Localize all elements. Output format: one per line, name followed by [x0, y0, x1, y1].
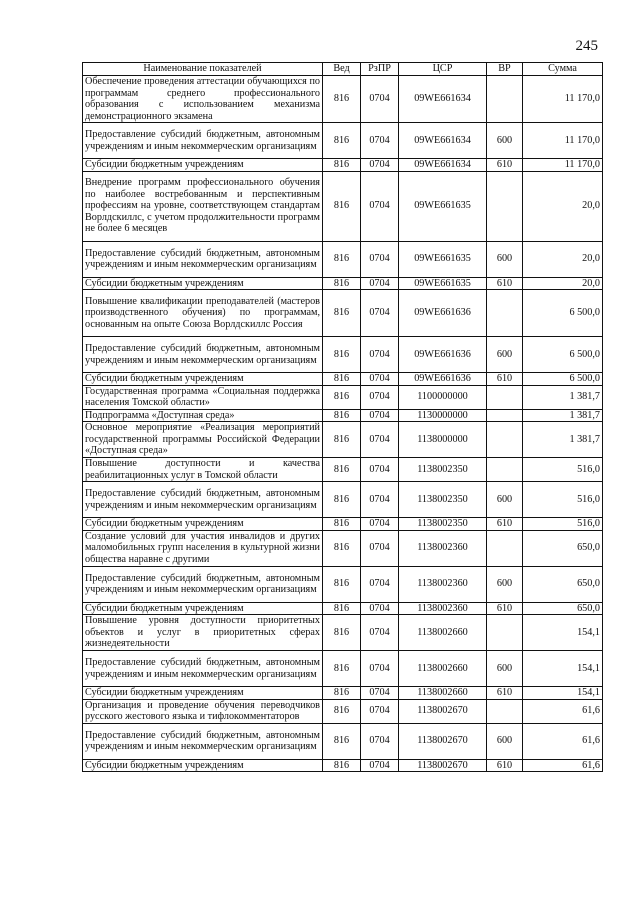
- row-ved: 816: [323, 759, 361, 772]
- row-rzpr: 0704: [361, 171, 399, 241]
- row-csr: 09WE661636: [399, 337, 487, 373]
- row-sum: 20,0: [523, 171, 603, 241]
- row-rzpr: 0704: [361, 458, 399, 482]
- row-vr: [487, 76, 523, 123]
- row-name: Предоставление субсидий бюджетным, автономным учреждениям и иным некоммерческим организациям: [83, 482, 323, 518]
- table-row: [83, 699, 603, 723]
- row-sum: 650,0: [523, 602, 603, 615]
- row-name: Предоставление субсидий бюджетным, автономным учреждениям и иным некоммерческим организациям: [83, 651, 323, 687]
- row-sum: 61,6: [523, 699, 603, 723]
- row-name: Государственная программа «Социальная поддержка населения Томской области»: [83, 385, 323, 409]
- table-row: [83, 458, 603, 482]
- row-sum: 650,0: [523, 530, 603, 566]
- row-name: Повышение доступности и качества реабилитационных услуг в Томской области: [83, 458, 323, 482]
- row-csr: 1138002360: [399, 566, 487, 602]
- row-rzpr: 0704: [361, 602, 399, 615]
- row-sum: 61,6: [523, 759, 603, 772]
- row-sum: 61,6: [523, 723, 603, 759]
- row-name: Подпрограмма «Доступная среда»: [83, 409, 323, 422]
- row-rzpr: 0704: [361, 530, 399, 566]
- row-csr: 09WE661636: [399, 290, 487, 337]
- row-csr: 1138002350: [399, 458, 487, 482]
- row-rzpr: 0704: [361, 566, 399, 602]
- row-name: Субсидии бюджетным учреждениям: [83, 759, 323, 772]
- row-vr: [487, 171, 523, 241]
- row-csr: 1138002670: [399, 723, 487, 759]
- row-ved: 816: [323, 277, 361, 290]
- row-sum: 20,0: [523, 277, 603, 290]
- row-csr: 1138000000: [399, 422, 487, 458]
- table-row: [83, 159, 603, 172]
- row-csr: 1138002660: [399, 687, 487, 700]
- row-sum: 1 381,7: [523, 422, 603, 458]
- row-vr: [487, 422, 523, 458]
- row-rzpr: 0704: [361, 518, 399, 531]
- row-sum: 6 500,0: [523, 290, 603, 337]
- row-vr: 610: [487, 759, 523, 772]
- row-vr: 610: [487, 159, 523, 172]
- row-sum: 6 500,0: [523, 373, 603, 386]
- row-vr: 610: [487, 518, 523, 531]
- table-row: [83, 422, 603, 458]
- row-sum: 11 170,0: [523, 123, 603, 159]
- table-row: [83, 723, 603, 759]
- row-vr: [487, 409, 523, 422]
- row-name: Предоставление субсидий бюджетным, автономным учреждениям и иным некоммерческим организациям: [83, 723, 323, 759]
- row-vr: 600: [487, 566, 523, 602]
- row-rzpr: 0704: [361, 277, 399, 290]
- row-csr: 1138002670: [399, 699, 487, 723]
- header-name: Наименование показателей: [83, 63, 323, 76]
- row-vr: 600: [487, 723, 523, 759]
- table-row: [83, 76, 603, 123]
- row-csr: 1130000000: [399, 409, 487, 422]
- table-row: [83, 290, 603, 337]
- row-vr: 610: [487, 373, 523, 386]
- row-ved: 816: [323, 723, 361, 759]
- row-csr: 09WE661635: [399, 171, 487, 241]
- table-row: [83, 123, 603, 159]
- row-ved: 816: [323, 530, 361, 566]
- row-rzpr: 0704: [361, 76, 399, 123]
- header-csr: ЦСР: [399, 63, 487, 76]
- header-rzpr: РзПР: [361, 63, 399, 76]
- row-rzpr: 0704: [361, 409, 399, 422]
- row-name: Предоставление субсидий бюджетным, автономным учреждениям и иным некоммерческим организациям: [83, 337, 323, 373]
- row-ved: 816: [323, 651, 361, 687]
- row-ved: 816: [323, 241, 361, 277]
- row-sum: 6 500,0: [523, 337, 603, 373]
- row-sum: 1 381,7: [523, 385, 603, 409]
- row-csr: 09WE661634: [399, 159, 487, 172]
- row-csr: 1138002350: [399, 518, 487, 531]
- row-rzpr: 0704: [361, 615, 399, 651]
- row-ved: 816: [323, 687, 361, 700]
- row-rzpr: 0704: [361, 723, 399, 759]
- row-name: Субсидии бюджетным учреждениям: [83, 373, 323, 386]
- row-vr: 600: [487, 241, 523, 277]
- row-rzpr: 0704: [361, 373, 399, 386]
- row-name: Предоставление субсидий бюджетным, автономным учреждениям и иным некоммерческим организациям: [83, 123, 323, 159]
- row-vr: 600: [487, 651, 523, 687]
- budget-table: [82, 62, 603, 772]
- table-row: [83, 759, 603, 772]
- row-ved: 816: [323, 123, 361, 159]
- header-ved: Вед: [323, 63, 361, 76]
- row-csr: 1138002350: [399, 482, 487, 518]
- row-name: Предоставление субсидий бюджетным, автономным учреждениям и иным некоммерческим организациям: [83, 566, 323, 602]
- row-sum: 20,0: [523, 241, 603, 277]
- row-vr: [487, 458, 523, 482]
- row-ved: 816: [323, 159, 361, 172]
- row-vr: [487, 615, 523, 651]
- row-name: Внедрение программ профессионального обучения по наиболее востребованным и перспективным профессиям на уровне, соответствующем стандартам Ворлдскиллс, с учетом продолжительности программ не более 6 месяцев: [83, 171, 323, 241]
- table-row: [83, 615, 603, 651]
- row-sum: 154,1: [523, 615, 603, 651]
- table-row: [83, 602, 603, 615]
- row-ved: 816: [323, 290, 361, 337]
- row-name: Субсидии бюджетным учреждениям: [83, 159, 323, 172]
- row-rzpr: 0704: [361, 699, 399, 723]
- row-rzpr: 0704: [361, 159, 399, 172]
- row-name: Повышение квалификации преподавателей (мастеров производственного обучения) по программам, основанным на опыте Союза Ворлдскиллс Россия: [83, 290, 323, 337]
- row-name: Субсидии бюджетным учреждениям: [83, 687, 323, 700]
- row-vr: [487, 699, 523, 723]
- row-ved: 816: [323, 602, 361, 615]
- header-vr: ВР: [487, 63, 523, 76]
- row-csr: 09WE661634: [399, 123, 487, 159]
- row-sum: 516,0: [523, 482, 603, 518]
- table-row: [83, 687, 603, 700]
- row-csr: 09WE661635: [399, 241, 487, 277]
- table-row: [83, 241, 603, 277]
- table-row: [83, 566, 603, 602]
- row-sum: 154,1: [523, 687, 603, 700]
- table-row: [83, 385, 603, 409]
- row-csr: 09WE661635: [399, 277, 487, 290]
- row-ved: 816: [323, 566, 361, 602]
- row-name: Организация и проведение обучения переводчиков русского жестового языка и тифлокомментаторов: [83, 699, 323, 723]
- row-name: Субсидии бюджетным учреждениям: [83, 518, 323, 531]
- table-row: [83, 651, 603, 687]
- row-ved: 816: [323, 422, 361, 458]
- table-row: [83, 171, 603, 241]
- row-ved: 816: [323, 171, 361, 241]
- table-row: [83, 482, 603, 518]
- row-vr: 600: [487, 337, 523, 373]
- row-vr: [487, 385, 523, 409]
- row-sum: 516,0: [523, 458, 603, 482]
- row-ved: 816: [323, 409, 361, 422]
- row-sum: 1 381,7: [523, 409, 603, 422]
- table-row: [83, 373, 603, 386]
- row-name: Повышение уровня доступности приоритетных объектов и услуг в приоритетных сферах жизнедеятельности: [83, 615, 323, 651]
- row-vr: 610: [487, 602, 523, 615]
- row-rzpr: 0704: [361, 241, 399, 277]
- row-ved: 816: [323, 76, 361, 123]
- row-name: Обеспечение проведения аттестации обучающихся по программам среднего профессионального образования с использованием механизма демонстрационного экзамена: [83, 76, 323, 123]
- row-sum: 516,0: [523, 518, 603, 531]
- row-rzpr: 0704: [361, 422, 399, 458]
- row-csr: 1138002360: [399, 602, 487, 615]
- row-vr: 610: [487, 277, 523, 290]
- row-ved: 816: [323, 699, 361, 723]
- row-vr: 610: [487, 687, 523, 700]
- row-sum: 11 170,0: [523, 76, 603, 123]
- row-ved: 816: [323, 518, 361, 531]
- row-ved: 816: [323, 615, 361, 651]
- row-name: Создание условий для участия инвалидов и других маломобильных групп населения в культурной жизни общества наравне с другими: [83, 530, 323, 566]
- row-ved: 816: [323, 482, 361, 518]
- header-sum: Сумма: [523, 63, 603, 76]
- table-row: [83, 337, 603, 373]
- table-header-row: [83, 63, 603, 76]
- table-row: [83, 277, 603, 290]
- table-row: [83, 518, 603, 531]
- row-csr: 09WE661636: [399, 373, 487, 386]
- row-csr: 1138002660: [399, 651, 487, 687]
- row-rzpr: 0704: [361, 385, 399, 409]
- row-csr: 1100000000: [399, 385, 487, 409]
- row-rzpr: 0704: [361, 337, 399, 373]
- row-rzpr: 0704: [361, 290, 399, 337]
- row-ved: 816: [323, 337, 361, 373]
- row-ved: 816: [323, 458, 361, 482]
- row-csr: 1138002360: [399, 530, 487, 566]
- row-vr: 600: [487, 482, 523, 518]
- row-sum: 11 170,0: [523, 159, 603, 172]
- row-name: Субсидии бюджетным учреждениям: [83, 602, 323, 615]
- row-vr: [487, 530, 523, 566]
- table-row: [83, 530, 603, 566]
- row-csr: 1138002660: [399, 615, 487, 651]
- row-vr: [487, 290, 523, 337]
- row-csr: 1138002670: [399, 759, 487, 772]
- row-ved: 816: [323, 373, 361, 386]
- row-sum: 650,0: [523, 566, 603, 602]
- row-rzpr: 0704: [361, 687, 399, 700]
- row-rzpr: 0704: [361, 651, 399, 687]
- row-rzpr: 0704: [361, 759, 399, 772]
- row-name: Предоставление субсидий бюджетным, автономным учреждениям и иным некоммерческим организациям: [83, 241, 323, 277]
- row-vr: 600: [487, 123, 523, 159]
- row-ved: 816: [323, 385, 361, 409]
- row-csr: 09WE661634: [399, 76, 487, 123]
- row-sum: 154,1: [523, 651, 603, 687]
- row-name: Субсидии бюджетным учреждениям: [83, 277, 323, 290]
- page-number: 245: [575, 38, 598, 54]
- row-name: Основное мероприятие «Реализация мероприятий государственной программы Российской Федерации «Доступная среда»: [83, 422, 323, 458]
- row-rzpr: 0704: [361, 123, 399, 159]
- table-row: [83, 409, 603, 422]
- row-rzpr: 0704: [361, 482, 399, 518]
